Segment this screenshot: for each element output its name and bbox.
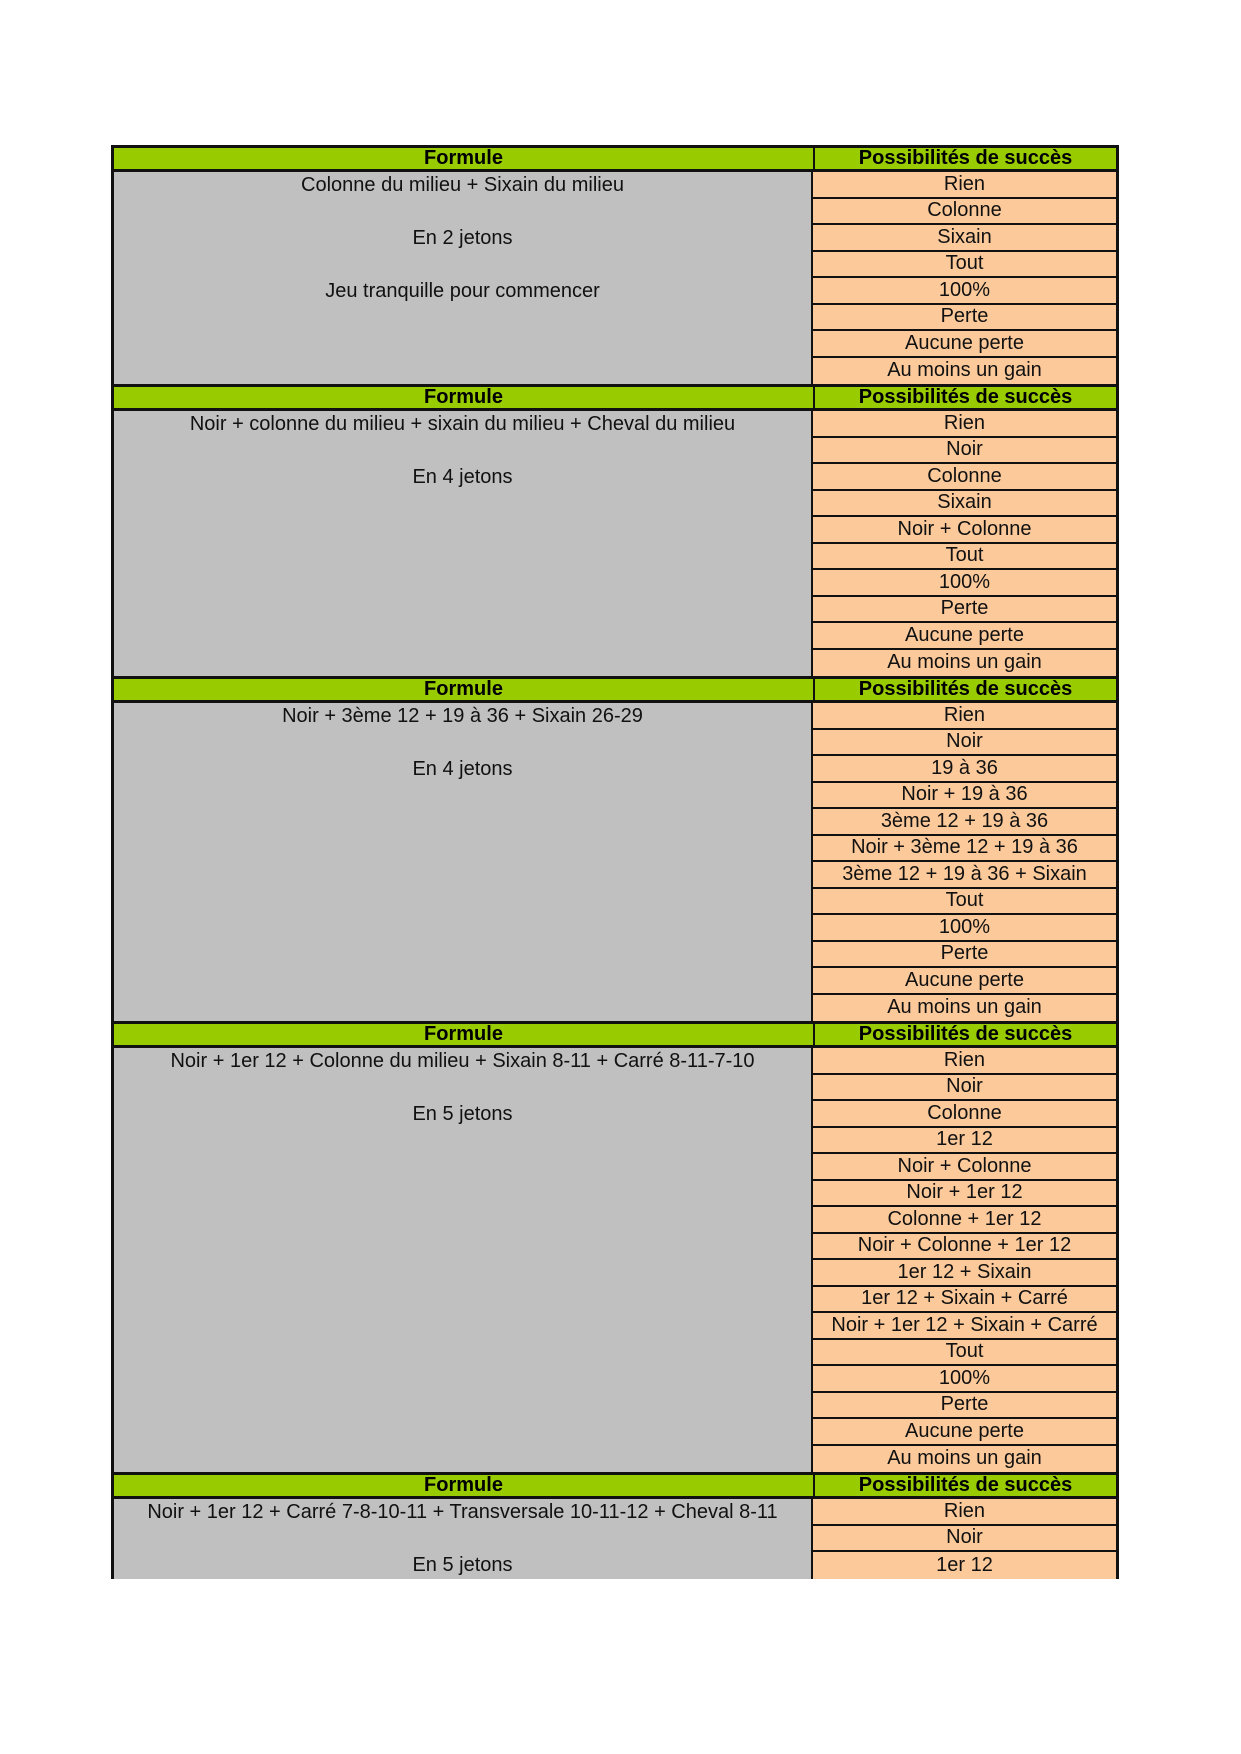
outcome-cell[interactable]: Noir <box>813 1526 1116 1553</box>
outcome-cell[interactable]: Tout <box>813 1340 1116 1367</box>
formula-line: En 5 jetons <box>412 1554 513 1576</box>
formula-line: Noir + colonne du milieu + sixain du milieu + Cheval du milieu <box>189 413 736 435</box>
formula-line <box>114 730 811 757</box>
formula-line: En 4 jetons <box>412 466 513 488</box>
outcome-cell[interactable]: Noir <box>813 438 1116 465</box>
outcome-cell[interactable]: 100% <box>813 570 1116 597</box>
formule-header[interactable]: Formule <box>114 1024 815 1045</box>
outcome-cell[interactable]: Noir + 3ème 12 + 19 à 36 <box>813 836 1116 863</box>
header-row <box>114 676 1116 703</box>
outcome-cell[interactable]: 1er 12 <box>813 1128 1116 1155</box>
outcome-cell[interactable]: Rien <box>813 703 1116 730</box>
outcome-cell[interactable]: Noir + Colonne + 1er 12 <box>813 1234 1116 1261</box>
formule-header[interactable]: Formule <box>114 1475 815 1496</box>
outcome-cell[interactable]: 100% <box>813 915 1116 942</box>
outcome-cell[interactable]: Aucune perte <box>813 331 1116 358</box>
formula-line <box>114 252 811 279</box>
outcome-cell[interactable]: Noir + 19 à 36 <box>813 783 1116 810</box>
succes-header[interactable]: Possibilités de succès <box>858 147 1073 169</box>
formula-line <box>114 1075 811 1102</box>
outcome-cell[interactable]: Tout <box>813 544 1116 571</box>
outcome-cell[interactable]: Perte <box>813 597 1116 624</box>
outcome-cell[interactable]: 3ème 12 + 19 à 36 <box>813 809 1116 836</box>
outcome-cell[interactable]: Tout <box>813 889 1116 916</box>
block-body <box>114 411 1116 676</box>
outcome-cell[interactable]: Rien <box>813 172 1116 199</box>
outcome-cell[interactable]: Noir + 1er 12 + Sixain + Carré <box>813 1313 1116 1340</box>
formula-line <box>114 199 811 226</box>
header-row <box>114 1021 1116 1048</box>
outcome-cell[interactable]: Noir <box>813 1075 1116 1102</box>
outcome-cell[interactable]: Colonne <box>813 1101 1116 1128</box>
outcome-cell[interactable]: Au moins un gain <box>813 358 1116 385</box>
formule-header[interactable]: Formule <box>114 387 815 408</box>
outcome-cell[interactable]: Au moins un gain <box>813 650 1116 677</box>
formula-line: Noir + 1er 12 + Colonne du milieu + Sixain 8-11 + Carré 8-11-7-10 <box>170 1050 755 1072</box>
outcome-cell[interactable]: Perte <box>813 942 1116 969</box>
formula-line: Noir + 1er 12 + Carré 7-8-10-11 + Transversale 10-11-12 + Cheval 8-11 <box>147 1501 778 1523</box>
outcome-cell[interactable]: Aucune perte <box>813 623 1116 650</box>
formula-cell[interactable] <box>114 1499 813 1579</box>
outcome-cell[interactable]: Colonne + 1er 12 <box>813 1207 1116 1234</box>
formula-cell[interactable] <box>114 411 813 676</box>
outcome-cell[interactable]: Colonne <box>813 464 1116 491</box>
formula-line: Jeu tranquille pour commencer <box>325 280 600 302</box>
header-row <box>114 1472 1116 1499</box>
succes-header[interactable]: Possibilités de succès <box>858 678 1073 700</box>
formula-block <box>111 145 1119 384</box>
outcome-column <box>813 411 1116 676</box>
outcome-cell[interactable]: Perte <box>813 1393 1116 1420</box>
outcome-cell[interactable]: Perte <box>813 305 1116 332</box>
outcome-cell[interactable]: Au moins un gain <box>813 995 1116 1022</box>
succes-header[interactable]: Possibilités de succès <box>858 386 1073 408</box>
outcome-column <box>813 703 1116 1021</box>
formula-line: En 4 jetons <box>412 758 513 780</box>
formula-block <box>111 1021 1119 1472</box>
formula-line: En 2 jetons <box>412 227 513 249</box>
outcome-cell[interactable]: Noir <box>813 730 1116 757</box>
spreadsheet-table <box>111 145 1119 1579</box>
outcome-column <box>813 1048 1116 1472</box>
header-row <box>114 145 1116 172</box>
outcome-cell[interactable]: 100% <box>813 1366 1116 1393</box>
outcome-cell[interactable]: Noir + 1er 12 <box>813 1181 1116 1208</box>
outcome-cell[interactable]: Rien <box>813 1048 1116 1075</box>
outcome-cell[interactable]: Sixain <box>813 225 1116 252</box>
succes-header[interactable]: Possibilités de succès <box>858 1023 1073 1045</box>
outcome-cell[interactable]: Colonne <box>813 199 1116 226</box>
formula-block <box>111 1472 1119 1579</box>
succes-header[interactable]: Possibilités de succès <box>858 1474 1073 1496</box>
formula-line: Colonne du milieu + Sixain du milieu <box>301 174 624 196</box>
outcome-cell[interactable]: Noir + Colonne <box>813 517 1116 544</box>
outcome-column <box>813 1499 1116 1579</box>
formule-header[interactable]: Formule <box>114 148 815 169</box>
outcome-cell[interactable]: 1er 12 <box>813 1552 1116 1579</box>
outcome-cell[interactable]: 19 à 36 <box>813 756 1116 783</box>
outcome-cell[interactable]: 1er 12 + Sixain + Carré <box>813 1287 1116 1314</box>
block-body <box>114 1499 1116 1579</box>
header-row <box>114 384 1116 411</box>
outcome-cell[interactable]: 1er 12 + Sixain <box>813 1260 1116 1287</box>
formula-line <box>114 438 811 465</box>
block-body <box>114 703 1116 1021</box>
formula-line: En 5 jetons <box>412 1103 513 1125</box>
formula-cell[interactable] <box>114 172 813 384</box>
outcome-cell[interactable]: Aucune perte <box>813 1419 1116 1446</box>
outcome-cell[interactable]: 100% <box>813 278 1116 305</box>
formule-header[interactable]: Formule <box>114 679 815 700</box>
outcome-cell[interactable]: Aucune perte <box>813 968 1116 995</box>
outcome-cell[interactable]: Rien <box>813 411 1116 438</box>
formula-line <box>114 1526 811 1553</box>
outcome-cell[interactable]: Sixain <box>813 491 1116 518</box>
outcome-cell[interactable]: Tout <box>813 252 1116 279</box>
outcome-cell[interactable]: Au moins un gain <box>813 1446 1116 1473</box>
block-body <box>114 172 1116 384</box>
block-body <box>114 1048 1116 1472</box>
formula-cell[interactable] <box>114 703 813 1021</box>
formula-block <box>111 676 1119 1021</box>
formula-cell[interactable] <box>114 1048 813 1472</box>
outcome-cell[interactable]: Noir + Colonne <box>813 1154 1116 1181</box>
outcome-column <box>813 172 1116 384</box>
outcome-cell[interactable]: 3ème 12 + 19 à 36 + Sixain <box>813 862 1116 889</box>
formula-block <box>111 384 1119 676</box>
formula-line: Noir + 3ème 12 + 19 à 36 + Sixain 26-29 <box>282 705 643 727</box>
outcome-cell[interactable]: Rien <box>813 1499 1116 1526</box>
